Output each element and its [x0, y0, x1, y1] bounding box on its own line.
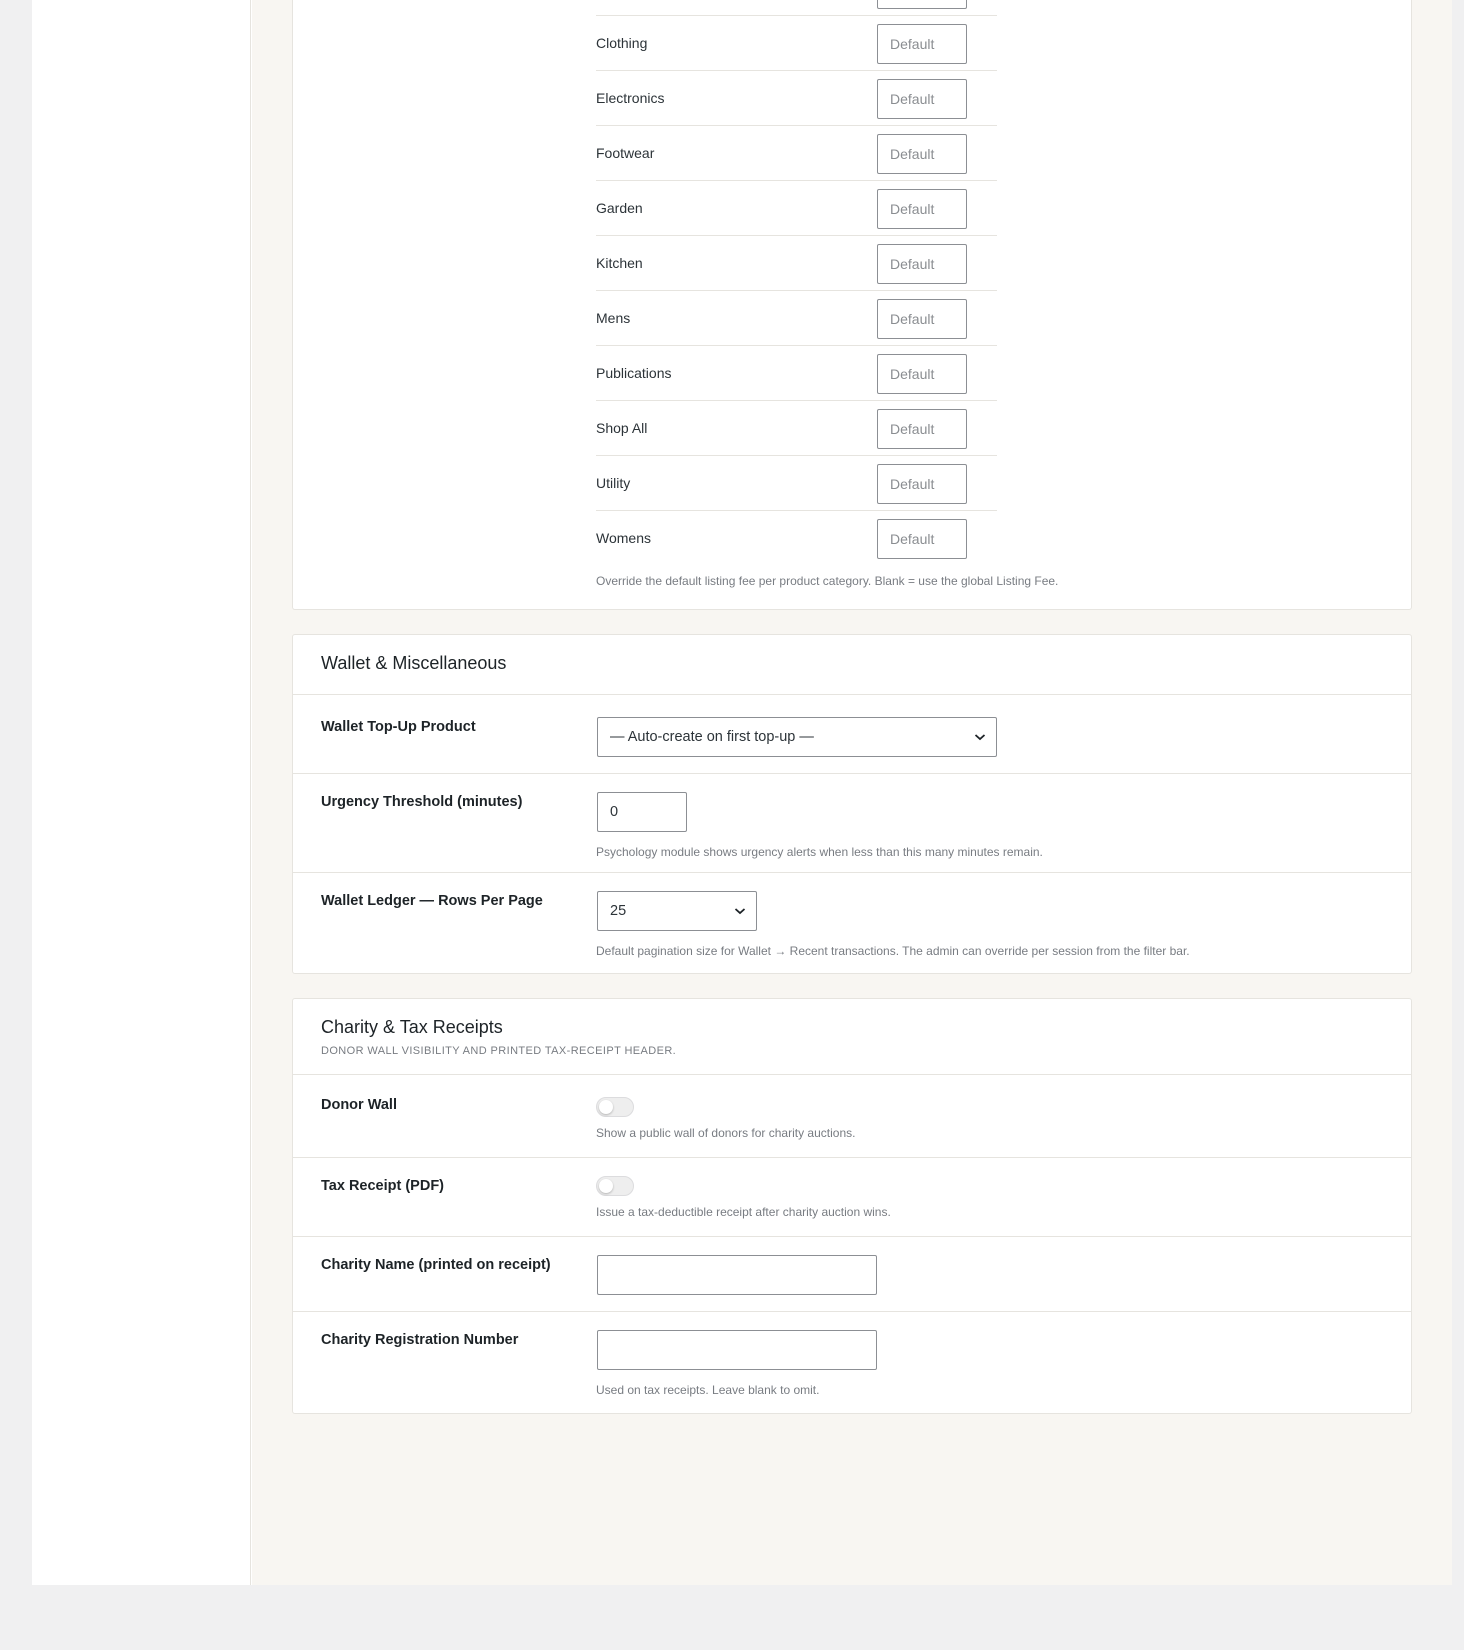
- donor-wall-toggle[interactable]: [596, 1097, 634, 1117]
- category-label: Footwear: [596, 145, 655, 161]
- category-fee-input[interactable]: [877, 409, 967, 449]
- category-label: Shop All: [596, 420, 648, 436]
- admin-sidebar: [32, 0, 251, 1585]
- category-label: Publications: [596, 365, 672, 381]
- category-row: [596, 16, 997, 71]
- category-row: [596, 126, 997, 181]
- ledger-rows-select[interactable]: [597, 891, 757, 931]
- toggle-knob: [599, 1179, 613, 1193]
- tax-receipt-toggle[interactable]: [596, 1176, 634, 1196]
- urgency-threshold-label: Urgency Threshold (minutes): [321, 794, 523, 810]
- category-row: [596, 71, 997, 126]
- category-label: Clothing: [596, 35, 648, 51]
- charity-name-input[interactable]: [597, 1255, 877, 1295]
- donor-wall-label: Donor Wall: [321, 1097, 397, 1113]
- charity-registration-hint: Used on tax receipts. Leave blank to omit.: [596, 1383, 820, 1397]
- wallet-topup-select[interactable]: [597, 717, 997, 757]
- charity-card-title: Charity & Tax Receipts: [321, 1017, 503, 1037]
- category-row: [596, 511, 997, 566]
- charity-registration-label: Charity Registration Number: [321, 1332, 519, 1348]
- category-row: [596, 401, 997, 456]
- category-row: [596, 291, 997, 346]
- category-fee-hint: Override the default listing fee per product category. Blank = use the global Listing Fee.: [596, 574, 1059, 588]
- category-fee-input[interactable]: [877, 299, 967, 339]
- admin-frame: [32, 0, 1452, 1585]
- urgency-threshold-row: [293, 774, 1411, 873]
- donor-wall-hint: Show a public wall of donors for charity auctions.: [596, 1126, 856, 1140]
- charity-card-subtitle: DONOR WALL VISIBILITY AND PRINTED TAX-RECEIPT HEADER.: [321, 1045, 677, 1057]
- category-fee-input[interactable]: [877, 24, 967, 64]
- wallet-topup-label: Wallet Top-Up Product: [321, 719, 476, 735]
- tax-receipt-row: [293, 1158, 1411, 1237]
- category-label: Utility: [596, 475, 631, 491]
- category-label: Electronics: [596, 90, 665, 106]
- category-row: [596, 181, 997, 236]
- category-row-partial: [596, 0, 997, 16]
- wallet-card-title: Wallet & Miscellaneous: [321, 653, 507, 673]
- donor-wall-row: [293, 1075, 1411, 1158]
- settings-content: [252, 0, 1452, 1585]
- category-row: [596, 456, 997, 511]
- wallet-topup-selected: — Auto-create on first top-up —: [610, 729, 814, 745]
- charity-card-header: [293, 999, 1411, 1075]
- tax-receipt-label: Tax Receipt (PDF): [321, 1178, 445, 1194]
- tax-receipt-hint: Issue a tax-deductible receipt after charity auction wins.: [596, 1205, 891, 1219]
- charity-name-label: Charity Name (printed on receipt): [321, 1257, 551, 1273]
- wallet-card: [292, 634, 1412, 974]
- category-fee-input-partial[interactable]: [877, 0, 967, 9]
- toggle-knob: [599, 1100, 613, 1114]
- wallet-card-header: [293, 635, 1411, 695]
- category-label: Womens: [596, 530, 651, 546]
- category-row: [596, 346, 997, 401]
- category-fee-input[interactable]: [877, 519, 967, 559]
- chevron-down-icon: [734, 906, 746, 916]
- category-fee-input[interactable]: [877, 244, 967, 284]
- category-label: Mens: [596, 310, 631, 326]
- category-fee-input[interactable]: [877, 464, 967, 504]
- category-fee-input[interactable]: [877, 79, 967, 119]
- charity-registration-row: [293, 1312, 1411, 1413]
- ledger-rows-selected: 25: [610, 903, 627, 919]
- category-fee-input[interactable]: [877, 354, 967, 394]
- ledger-rows-label: Wallet Ledger — Rows Per Page: [321, 893, 543, 909]
- category-row: [596, 236, 997, 291]
- chevron-down-icon: [974, 732, 986, 742]
- category-fee-card: [292, 0, 1412, 610]
- urgency-threshold-input[interactable]: [597, 792, 687, 832]
- category-label: Garden: [596, 200, 643, 216]
- category-fee-input[interactable]: [877, 189, 967, 229]
- charity-registration-input[interactable]: [597, 1330, 877, 1370]
- urgency-threshold-hint: Psychology module shows urgency alerts when less than this many minutes remain.: [596, 845, 1043, 859]
- charity-name-row: [293, 1237, 1411, 1312]
- wallet-topup-row: [293, 695, 1411, 774]
- ledger-rows-row: [293, 873, 1411, 973]
- ledger-rows-hint: Default pagination size for Wallet → Recent transactions. The admin can override per session from the filter bar.: [596, 944, 1190, 958]
- charity-card: [292, 998, 1412, 1414]
- category-label: Kitchen: [596, 255, 643, 271]
- category-fee-input[interactable]: [877, 134, 967, 174]
